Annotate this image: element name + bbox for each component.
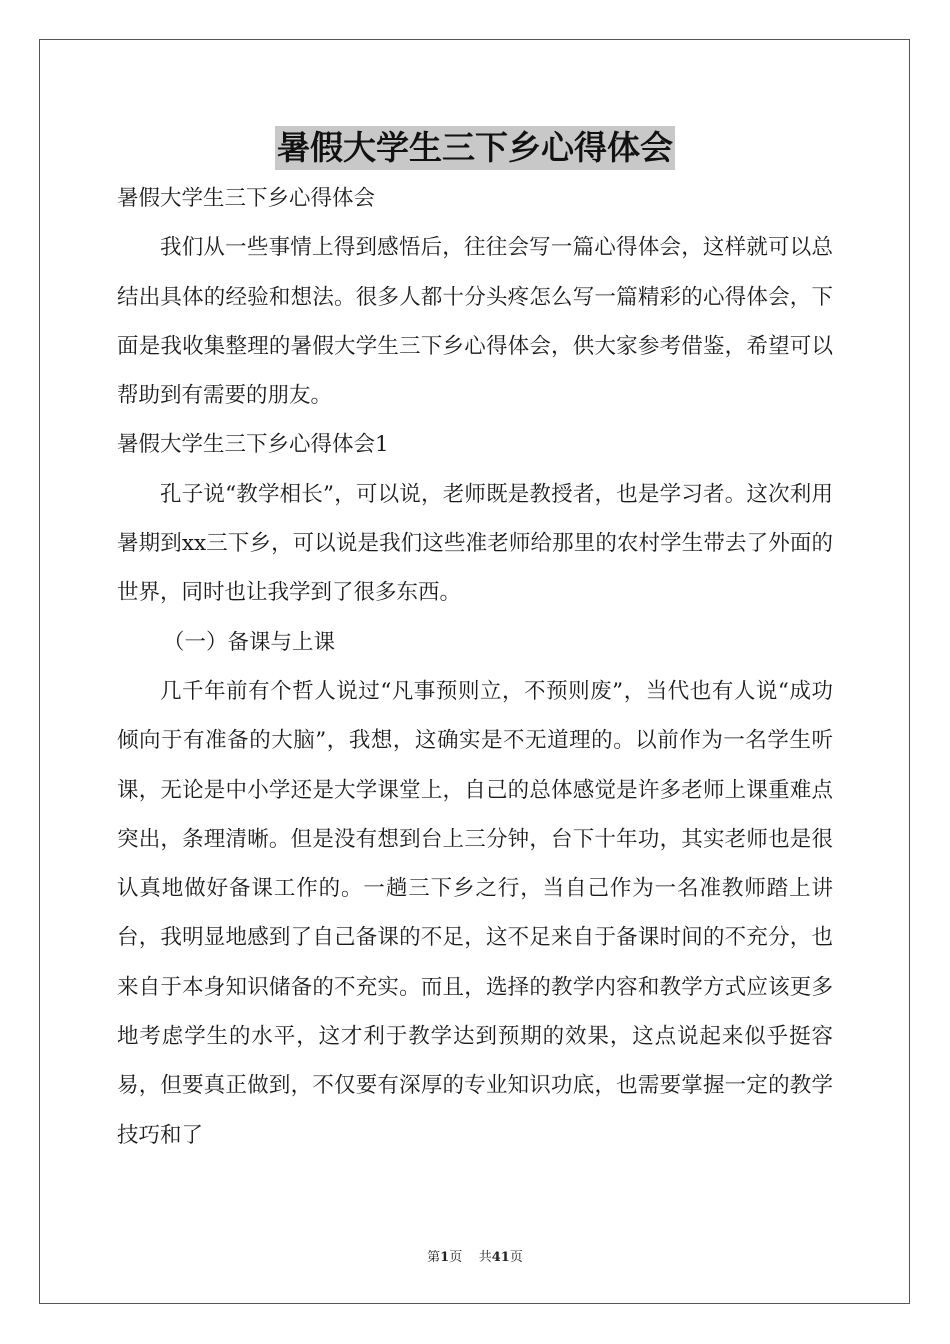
document-title: 暑假大学生三下乡心得体会 (275, 126, 675, 170)
intro-paragraph: 我们从一些事情上得到感悟后，往往会写一篇心得体会，这样就可以总结出具体的经验和想法。很多人都十分头疼怎么写一篇精彩的心得体会，下面是我收集整理的暑假大学生三下乡心得体会，供大家参考借鉴，希望可以帮助到有需要的朋友。 (117, 235, 833, 409)
total-suffix: 页 (509, 1250, 523, 1265)
page-footer (0, 1246, 950, 1265)
body-paragraph-2: 几千年前有个哲人说过“凡事预则立，不预则废”，当代也有人说“成功倾向于有准备的大脑”，我想，这确实是不无道理的。以前作为一名学生听课，无论是中小学还是大学课堂上，自己的总体感觉是许多老师上课重难点突出，条理清晰。但是没有想到台上三分钟，台下十年功，其实老师也是很认真地做好备课工作的。一趟三下乡之行，当自己作为一名准教师踏上讲台，我明显地感到了自己备课的不足，这不足来自于备课时间的不充分，也来自于本身知识储备的不充实。而且，选择的教学内容和教学方式应该更多地考虑学生的水平，这才利于教学达到预期的效果，这点说起来似乎挺容易，但要真正做到，不仅要有深厚的专业知识功底，也需要掌握一定的教学技巧和了 (117, 678, 833, 1148)
total-prefix: 共 (478, 1250, 492, 1265)
subsection-heading: （一）备课与上课 (163, 629, 336, 655)
page-suffix: 页 (449, 1250, 463, 1265)
page-number: 1 (440, 1250, 450, 1265)
subtitle-heading: 暑假大学生三下乡心得体会 (117, 186, 376, 211)
body-paragraph-1: 孔子说“教学相长”，可以说，老师既是教授者，也是学习者。这次利用暑期到xx三下乡，可以说是我们这些准老师给那里的农村学生带去了外面的世界，同时也让我学到了很多东西。 (117, 481, 833, 606)
document-body (117, 174, 833, 1160)
title-container (0, 126, 950, 170)
page-prefix: 第 (427, 1250, 441, 1265)
total-pages: 41 (491, 1250, 510, 1265)
section-heading: 暑假大学生三下乡心得体会1 (117, 432, 389, 458)
